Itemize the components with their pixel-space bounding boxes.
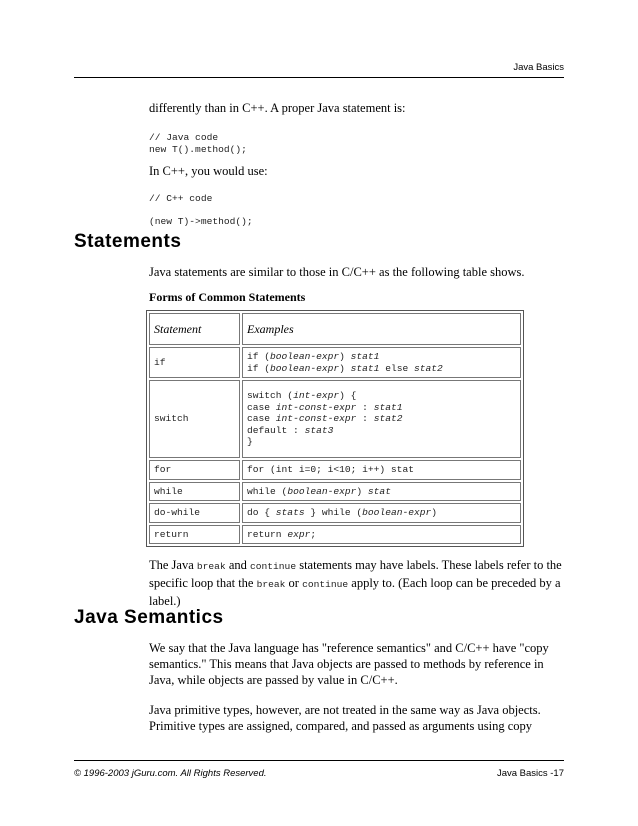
table-row — [149, 482, 521, 502]
text-run: and — [225, 558, 251, 572]
table-row — [149, 525, 521, 545]
text-run: The Java — [149, 558, 197, 572]
running-header: Java Basics — [513, 62, 564, 73]
keyword-break: break — [256, 579, 286, 590]
footer-page-number: Java Basics -17 — [496, 768, 564, 779]
cpp-code: (new T)->method(); — [149, 216, 253, 227]
table-row — [149, 380, 521, 458]
examples-cell — [242, 347, 521, 378]
labels-paragraph — [149, 557, 567, 609]
footer-rule — [74, 760, 564, 761]
statement-cell: switch — [149, 380, 240, 458]
statement-cell: do-while — [149, 503, 240, 523]
header-rule — [74, 77, 564, 78]
example-line: case int-const-expr : stat1 — [247, 401, 403, 413]
section-heading-semantics: Java Semantics — [74, 607, 224, 628]
example-line: while (boolean-expr) stat — [247, 485, 391, 497]
table-caption: Forms of Common Statements — [149, 290, 306, 304]
examples-cell — [242, 525, 521, 545]
example-line: if (boolean-expr) stat1 else stat2 — [247, 362, 443, 374]
statements-intro: Java statements are similar to those in C/C++ as the following table shows. — [149, 265, 525, 279]
text-run: or — [285, 576, 303, 590]
cpp-intro-line: In C++, you would use: — [149, 164, 268, 178]
table-row — [149, 347, 521, 378]
section-heading-statements: Statements — [74, 231, 182, 252]
intro-line: differently than in C++. A proper Java statement is: — [149, 101, 406, 115]
footer-copyright: © 1996-2003 jGuru.com. All Rights Reserved. — [74, 768, 267, 779]
example-line: return expr; — [247, 528, 317, 540]
text-run: apply to. (Each loop can be preceded by a label.) — [149, 576, 561, 608]
table-row — [149, 503, 521, 523]
statements-table — [146, 310, 524, 547]
text-run: statements may have labels. These labels refer to the specific loop that the — [149, 558, 562, 590]
examples-cell — [242, 482, 521, 502]
table-row — [149, 460, 521, 480]
keyword-continue: continue — [302, 579, 349, 590]
keyword-continue: continue — [250, 561, 297, 572]
statement-cell: if — [149, 347, 240, 378]
header-cell: Statement — [149, 313, 240, 345]
semantics-paragraph-2: Java primitive types, however, are not treated in the same way as Java objects. Primitive types are assigned, compared, and passed as arguments using copy — [149, 703, 541, 733]
code-line: // Java code — [149, 132, 219, 143]
example-line: default : stat3 — [247, 424, 334, 436]
header-cell: Examples — [242, 313, 521, 345]
table-header-row — [149, 313, 521, 345]
example-line: do { stats } while (boolean-expr) — [247, 507, 438, 518]
example-line: case int-const-expr : stat2 — [247, 413, 403, 425]
code-line: new T().method(); — [149, 143, 247, 155]
example-line: } — [247, 436, 253, 448]
java-code-block — [149, 132, 247, 155]
examples-cell — [242, 380, 521, 458]
statement-cell: return — [149, 525, 240, 545]
examples-cell — [242, 503, 521, 523]
examples-cell — [242, 460, 521, 480]
statement-cell: for — [149, 460, 240, 480]
example-line: if (boolean-expr) stat1 — [247, 351, 380, 362]
cpp-comment: // C++ code — [149, 193, 213, 204]
statement-cell: while — [149, 482, 240, 502]
example-line: switch (int-expr) { — [247, 390, 357, 402]
example-line: for (int i=0; i<10; i++) stat — [247, 464, 414, 475]
keyword-break: break — [196, 561, 226, 572]
semantics-paragraph-1: We say that the Java language has "reference semantics" and C/C++ have "copy semantics." This means that Java objects are passed to methods by reference in Java, while objects are passed by value in C/C++. — [149, 641, 549, 687]
